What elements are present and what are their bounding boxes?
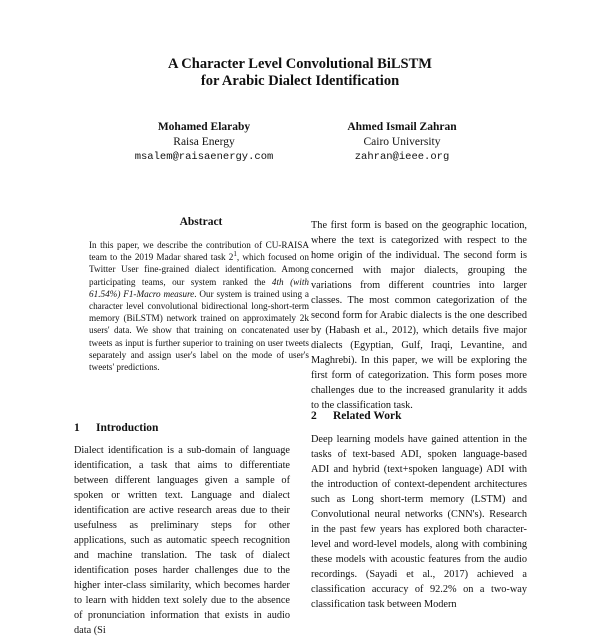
section-title: Related Work (333, 410, 402, 422)
abstract-paragraph (89, 239, 309, 373)
author-name: Ahmed Ismail Zahran (347, 121, 457, 133)
geographic-form-paragraph: The first form is based on the geographic location, where the text is categorized with respect to the home origin of the individual. The second form is concerned with major dialects, grouping the variations from different countries into larger classes. The most common categorization of the second form for Arabic dialects is the one described by (Habash et al., 2012), which details five major dialects (Egyptian, Gulf, Iraqi, Levantine, and Maghrebi). In this paper, we will be exploring the first form of categorization. This form poses more challenges due to the increased granularity it adds to the classification task. (311, 220, 527, 411)
author-affiliation: Raisa Energy (173, 136, 235, 148)
abstract-text-b: , which focused on Twitter User fine-grained dialect identification. Among participating teams, our system ranked the (89, 252, 309, 287)
section-number: 2 (311, 410, 317, 422)
author-email: msalem@raisaenergy.com (134, 151, 274, 163)
related-work-paragraph: Deep learning models have gained attention in the tasks of text-based ADI, spoken language-based ADI and hybrid (text+spoken language) ADI with the introduction of context-dependent architectures such as Long short-term memory (LSTM) and Convolutional neural networks (CNN's). Research in the past few years has explored both character-level and word-level models, along with combining these models with acoustic features from the audio recordings. (Sayadi et al., 2017) achieved a classification accuracy of 92.2% on a two-way classification task between Modern (311, 434, 527, 610)
abstract-body (89, 239, 309, 373)
section-heading-related-work (311, 409, 401, 423)
footnote-mark: 1 (233, 250, 237, 259)
abstract-heading: Abstract (179, 216, 223, 228)
right-column-paragraph-block (311, 218, 527, 413)
paper-title-line-2: for Arabic Dialect Identification (200, 73, 400, 89)
related-work-body (311, 432, 527, 612)
introduction-paragraph: Dialect identification is a sub-domain of language identification, a task that aims to differentiate between different languages given a sample of spoken or written text. Language and dialect identification are active research areas due to their usefulness as preliminary steps for other applications, such as automatic speech recognition and machine translation. The task of dialect identification poses harder challenges due to the higher inter-class similarity, which becomes harder to learn with hidden text solely due to the absence of pronunciation information that exists in audio data (Si (74, 445, 290, 636)
introduction-body (74, 443, 290, 638)
author-block-1 (89, 120, 319, 165)
abstract-rank-italic: 4th (with 61.54%) F1-Macro measure (89, 276, 309, 299)
author-affiliation: Cairo University (363, 136, 441, 148)
section-title: Introduction (96, 422, 159, 434)
author-email: zahran@ieee.org (354, 151, 450, 163)
author-block-2 (287, 120, 517, 165)
paper-title-line-1: A Character Level Convolutional BiLSTM (168, 56, 432, 72)
section-heading-introduction (74, 421, 158, 435)
abstract-text-a: In this paper, we describe the contribution of CU-RAISA team to the 2019 Madar shared task 2 (89, 240, 309, 263)
abstract-text-c: . Our system is trained using a character level convolutional bidirectional long-short-term memory (BiLSTM) network trained on approximately 2k users' data. We show that training on concatenated user tweets as input is further superior to training on user tweets separately and assign user's label on the mode of user's tweets' predictions. (89, 288, 309, 373)
section-number: 1 (74, 422, 80, 434)
author-name: Mohamed Elaraby (157, 121, 251, 133)
paper-title (0, 56, 600, 90)
